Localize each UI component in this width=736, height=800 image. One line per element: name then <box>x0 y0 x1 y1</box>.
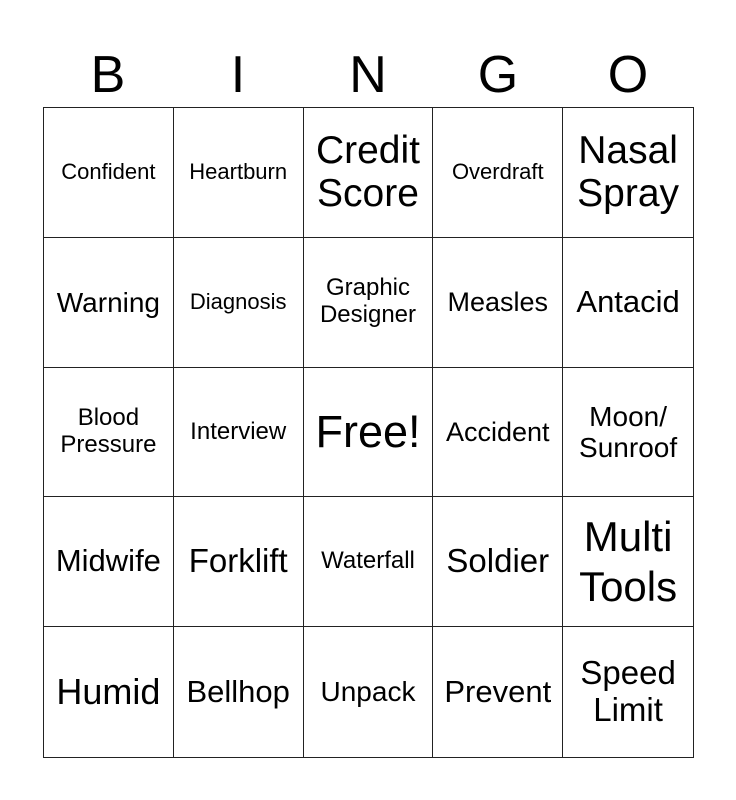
bingo-cell: Confident <box>44 108 174 238</box>
bingo-cell: Humid <box>44 627 174 757</box>
bingo-cell: Soldier <box>433 497 563 627</box>
bingo-cell: Diagnosis <box>174 238 304 368</box>
bingo-cell: Antacid <box>563 238 693 368</box>
bingo-cell: Overdraft <box>433 108 563 238</box>
header-letter-g: G <box>477 46 519 104</box>
bingo-cell: Speed Limit <box>580 654 676 729</box>
bingo-cell: Interview <box>174 368 304 498</box>
bingo-cell: Unpack <box>304 627 434 757</box>
bingo-header <box>43 44 693 106</box>
bingo-cell: Accident <box>433 368 563 498</box>
bingo-cell: Waterfall <box>304 497 434 627</box>
bingo-cell: Heartburn <box>174 108 304 238</box>
header-letter-o: O <box>607 46 649 104</box>
bingo-cell: Credit Score <box>304 108 434 238</box>
header-letter-i: I <box>230 46 246 104</box>
header-letter-n: N <box>349 46 387 104</box>
bingo-cell: Nasal Spray <box>563 108 693 238</box>
free-space-cell: Free! <box>304 368 434 498</box>
bingo-cell: Bellhop <box>174 627 304 757</box>
bingo-cell: Moon/ Sunroof <box>563 368 693 498</box>
bingo-cell: Measles <box>433 238 563 368</box>
bingo-cell: Midwife <box>44 497 174 627</box>
bingo-cell: Warning <box>44 238 174 368</box>
bingo-cell: Graphic Designer <box>304 238 434 368</box>
header-letter-b: B <box>90 46 126 104</box>
bingo-board <box>43 107 694 758</box>
bingo-cell: Prevent <box>433 627 563 757</box>
bingo-cell: Blood Pressure <box>44 368 174 498</box>
bingo-cell: Multi Tools <box>563 497 693 627</box>
bingo-cell: Forklift <box>174 497 304 627</box>
